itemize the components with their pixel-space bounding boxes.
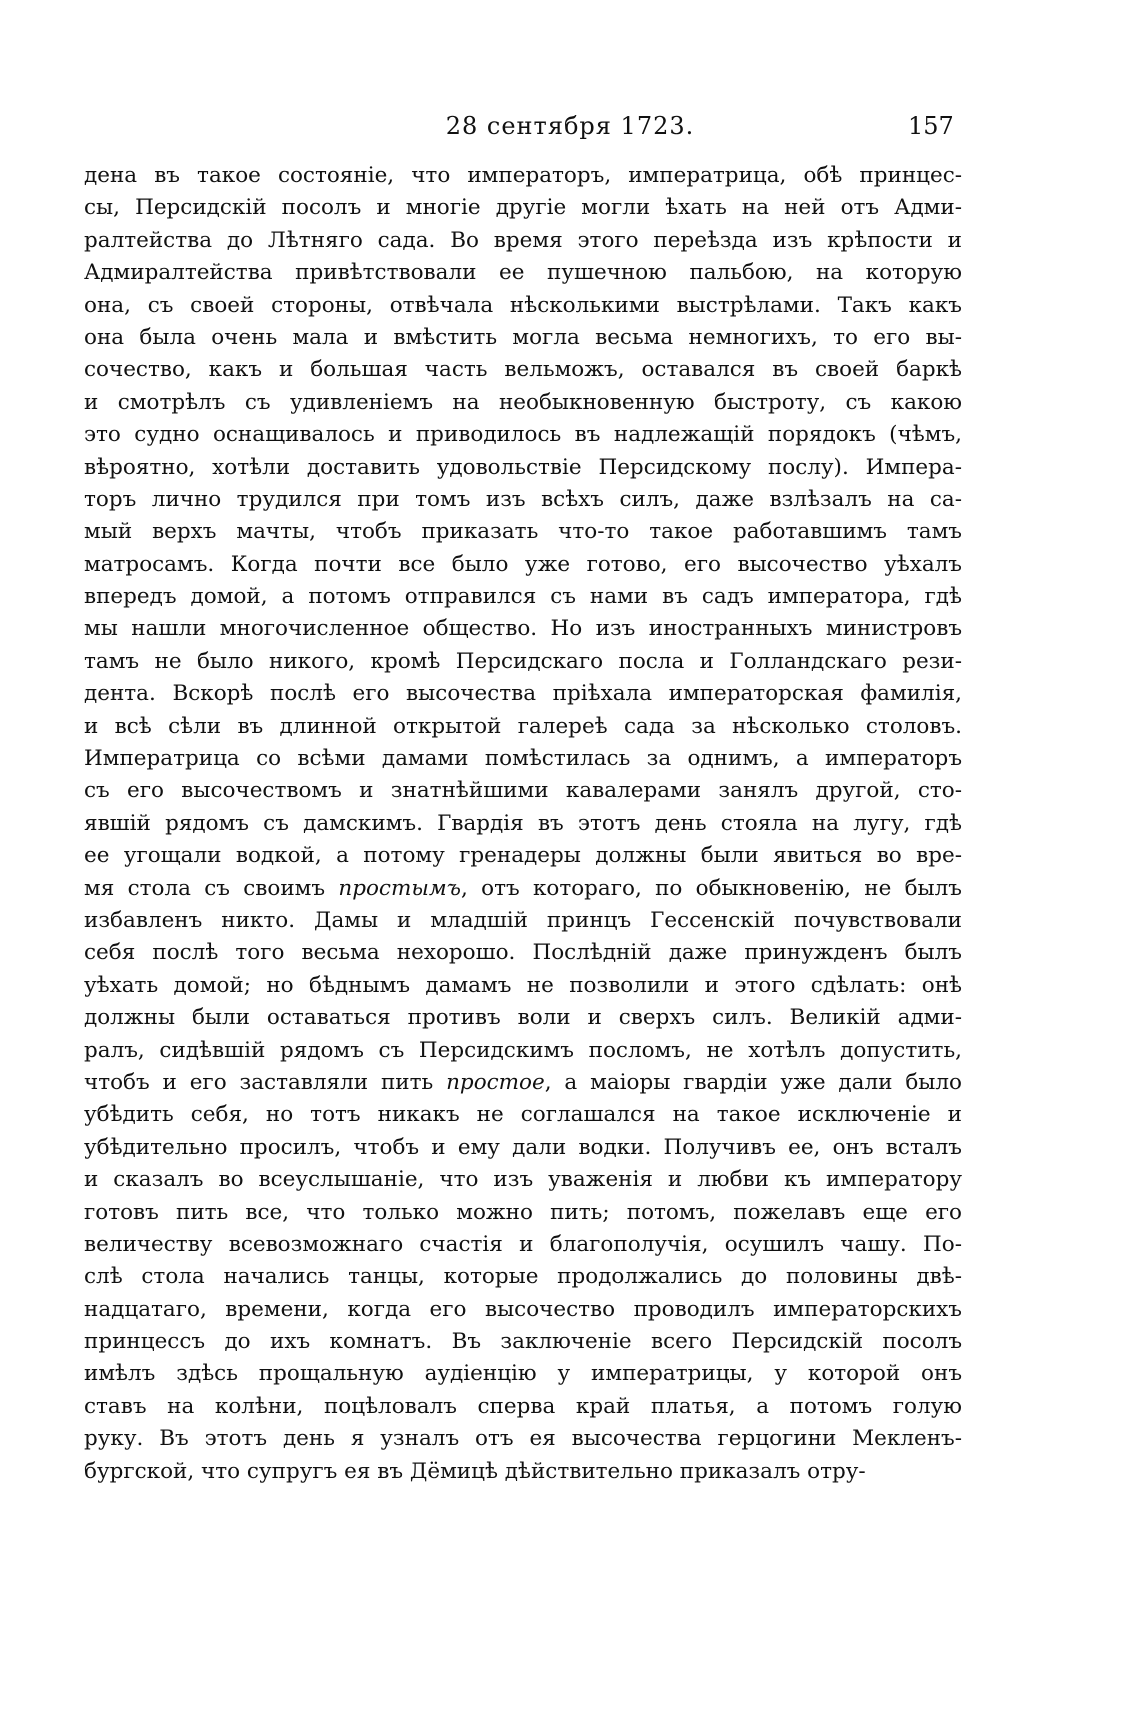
text-line: слѣ стола начались танцы, которые продолжались до половины двѣ-	[84, 1264, 962, 1290]
text-line: руку. Въ этотъ день я узналъ отъ ея высочества герцогини Мекленъ-	[84, 1426, 962, 1452]
text-line: Адмиралтейства привѣтствовали ее пушечною пальбою, на которую	[84, 260, 962, 286]
page-number: 157	[908, 112, 954, 140]
text-line: впередъ домой, а потомъ отправился съ нами въ садъ императора, гдѣ	[84, 584, 962, 610]
text-line: дена въ такое состояніе, что императоръ, императрица, обѣ принцес-	[84, 163, 962, 188]
text-line: ралтейства до Лѣтняго сада. Во время этого переѣзда изъ крѣпости и	[84, 227, 962, 253]
text-line: имѣлъ здѣсь прощальную аудіенцію у императрицы, у которой онъ	[84, 1361, 962, 1387]
text-line: ее угощали водкой, а потому гренадеры должны были явиться во вре-	[84, 843, 962, 869]
text-line: избавленъ никто. Дамы и младшій принцъ Гессенскій почувствовали	[84, 907, 962, 933]
text-line: торъ лично трудился при томъ изъ всѣхъ силъ, даже взлѣзалъ на са-	[84, 486, 962, 512]
text-line: вѣроятно, хотѣли доставить удовольствіе Персидскому послу). Импера-	[84, 454, 962, 480]
text-line: и сказалъ во всеуслышаніе, что изъ уваженія и любви къ императору	[84, 1167, 962, 1193]
text-line: явшій рядомъ съ дамскимъ. Гвардія въ этотъ день стояла на лугу, гдѣ	[84, 810, 962, 836]
text-line: чтобъ и его заставляли пить простое, а маіоры гвардіи уже дали было	[84, 1069, 962, 1095]
text-line: надцатаго, времени, когда его высочество проводилъ императорскихъ	[84, 1296, 962, 1322]
text-line: съ его высочествомъ и знатнѣйшими кавалерами занялъ другой, сто-	[84, 778, 962, 804]
text-line: мя стола съ своимъ простымъ, отъ котораго, по обыкновенію, не былъ	[84, 875, 962, 901]
text-line: сочество, какъ и большая часть вельможъ, оставался въ своей баркѣ	[84, 357, 962, 383]
text-line: дента. Вскорѣ послѣ его высочества пріѣхала императорская фамилія,	[84, 681, 962, 707]
text-line: принцессъ до ихъ комнатъ. Въ заключеніе всего Персидскій посолъ	[84, 1329, 962, 1355]
text-line: Императрица со всѣми дамами помѣстилась за однимъ, а императоръ	[84, 746, 962, 772]
text-line: сы, Персидскій посолъ и многіе другіе могли ѣхать на ней отъ Адми-	[84, 195, 962, 221]
page-header-date: 28 сентября 1723.	[445, 112, 695, 140]
text-line: уѣхать домой; но бѣднымъ дамамъ не позволили и этого сдѣлать: онѣ	[84, 972, 962, 998]
text-line: она, съ своей стороны, отвѣчала нѣсколькими выстрѣлами. Такъ какъ	[84, 292, 962, 318]
text-line: готовъ пить все, что только можно пить; потомъ, пожелавъ еще его	[84, 1199, 962, 1225]
text-line: это судно оснащивалось и приводилось въ надлежащій порядокъ (чѣмъ,	[84, 422, 962, 448]
text-line: мы нашли многочисленное общество. Но изъ иностранныхъ министровъ	[84, 616, 962, 642]
text-line: матросамъ. Когда почти все было уже готово, его высочество уѣхалъ	[84, 551, 962, 577]
running-head	[0, 112, 1140, 152]
text-line: она была очень мала и вмѣстить могла весьма немногихъ, то его вы-	[84, 324, 962, 350]
text-line: ралъ, сидѣвшій рядомъ съ Персидскимъ посломъ, не хотѣлъ допустить,	[84, 1037, 962, 1063]
text-line: тамъ не было никого, кромѣ Персидскаго посла и Голландскаго рези-	[84, 648, 962, 674]
text-line: убѣдительно просилъ, чтобъ и ему дали водки. Получивъ ее, онъ всталъ	[84, 1134, 962, 1160]
text-line: ставъ на колѣни, поцѣловалъ сперва край платья, а потомъ голую	[84, 1393, 962, 1419]
text-line: и смотрѣлъ съ удивленіемъ на необыкновенную быстроту, съ какою	[84, 389, 962, 415]
text-line: бургской, что супругъ ея въ Дёмицѣ дѣйствительно приказалъ отру-	[84, 1458, 866, 1484]
text-line: должны были оставаться противъ воли и сверхъ силъ. Великій адми-	[84, 1005, 962, 1031]
text-line: мый верхъ мачты, чтобъ приказать что-то такое работавшимъ тамъ	[84, 519, 962, 545]
text-line: убѣдить себя, но тотъ никакъ не соглашался на такое исключеніе и	[84, 1102, 962, 1128]
body-text	[84, 160, 962, 1488]
text-line: величеству всевозможнаго счастія и благополучія, осушилъ чашу. По-	[84, 1231, 962, 1257]
text-line: и всѣ сѣли въ длинной открытой галереѣ сада за нѣсколько столовъ.	[84, 713, 962, 739]
text-line: себя послѣ того весьма нехорошо. Послѣдній даже принужденъ былъ	[84, 940, 962, 966]
